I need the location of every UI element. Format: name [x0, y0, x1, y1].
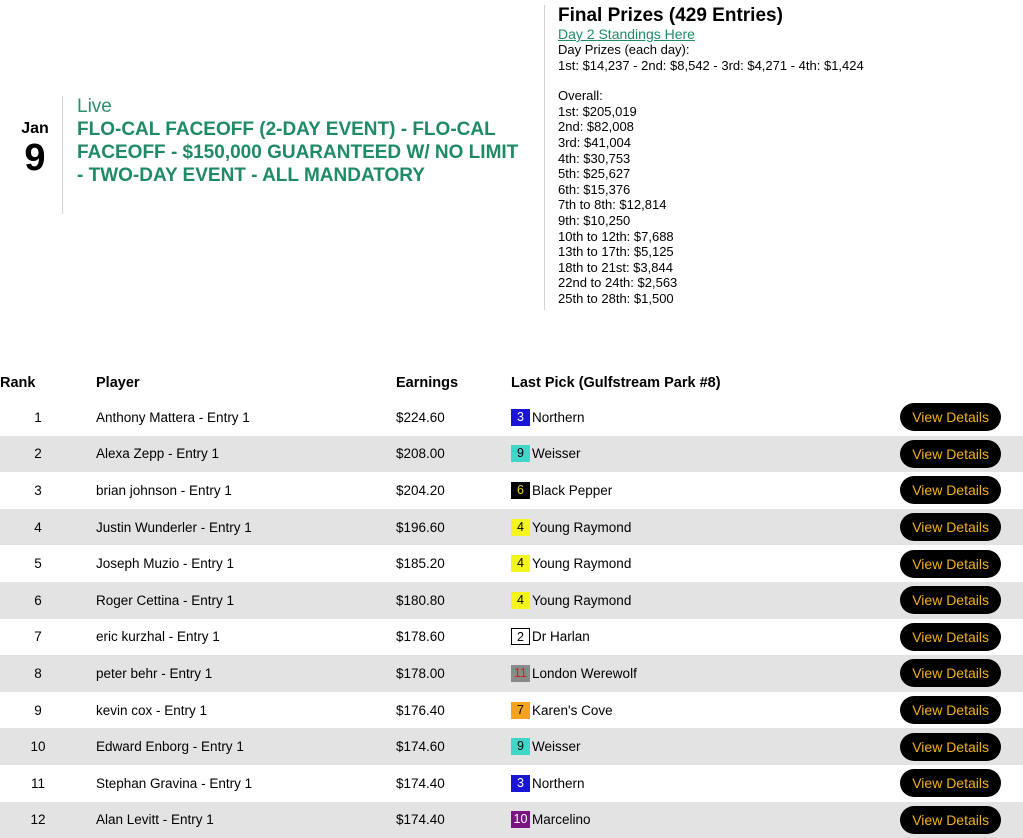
pick-name: Marcelino	[532, 812, 591, 828]
program-number-badge: 7	[511, 702, 530, 719]
last-pick-cell	[511, 399, 891, 436]
rank-cell: 9	[34, 702, 42, 718]
standings-table	[0, 367, 1023, 838]
program-number-badge: 10	[511, 811, 530, 828]
event-info	[62, 96, 527, 214]
pick-name: Black Pepper	[532, 482, 613, 498]
player-cell: Alexa Zepp - Entry 1	[96, 446, 220, 462]
pick-name: Northern	[532, 409, 585, 425]
earnings-cell: $174.40	[396, 812, 445, 828]
event-month: Jan	[21, 120, 49, 137]
header-actions	[891, 367, 1023, 399]
overall-prize-line: 1st: $205,019	[558, 103, 637, 119]
rank-cell: 3	[34, 482, 42, 498]
actions-cell	[891, 436, 1023, 473]
earnings-cell: $208.00	[396, 446, 445, 462]
table-row	[0, 802, 1023, 838]
table-row	[0, 472, 1023, 509]
overall-label: Overall:	[558, 88, 603, 104]
actions-cell	[891, 509, 1023, 546]
overall-prizes-list	[558, 104, 1014, 307]
last-pick-cell	[511, 472, 891, 509]
day-prizes: 1st: $14,237 - 2nd: $8,542 - 3rd: $4,271 - 4th: $1,424	[558, 57, 864, 73]
event-day: 9	[24, 137, 46, 179]
table-row	[0, 436, 1023, 473]
rank-cell: 4	[34, 519, 42, 535]
table-row	[0, 655, 1023, 692]
pick-name: Weisser	[532, 739, 581, 755]
program-number-badge: 4	[511, 592, 530, 609]
overall-prize-line: 9th: $10,250	[558, 212, 631, 228]
table-row	[0, 692, 1023, 729]
earnings-cell: $204.20	[396, 482, 445, 498]
actions-cell	[891, 765, 1023, 802]
pick-name: London Werewolf	[532, 665, 637, 681]
overall-prize-line: 3rd: $41,004	[558, 134, 632, 150]
actions-cell	[891, 619, 1023, 656]
last-pick-cell	[511, 619, 891, 656]
prizes-title: Final Prizes (429 Entries)	[558, 5, 783, 26]
actions-cell	[891, 472, 1023, 509]
player-cell: Joseph Muzio - Entry 1	[96, 556, 235, 572]
prizes-spacer	[558, 73, 1014, 88]
table-row	[0, 582, 1023, 619]
header-earnings: Earnings	[396, 375, 459, 391]
earnings-cell: $174.40	[396, 775, 445, 791]
player-cell: Stephan Gravina - Entry 1	[96, 775, 253, 791]
overall-prize-line: 4th: $30,753	[558, 150, 631, 166]
view-details-button[interactable]: View Details	[900, 550, 1001, 578]
view-details-button[interactable]: View Details	[900, 696, 1001, 724]
overall-prize-line: 10th to 12th: $7,688	[558, 228, 674, 244]
table-row	[0, 545, 1023, 582]
view-details-button[interactable]: View Details	[900, 586, 1001, 614]
pick-name: Dr Harlan	[532, 629, 590, 645]
overall-prize-line: 25th to 28th: $1,500	[558, 290, 674, 306]
pick-name: Young Raymond	[532, 519, 632, 535]
overall-prize-line: 18th to 21st: $3,844	[558, 259, 673, 275]
table-row	[0, 765, 1023, 802]
view-details-button[interactable]: View Details	[900, 623, 1001, 651]
view-details-button[interactable]: View Details	[900, 806, 1001, 834]
table-row	[0, 399, 1023, 436]
overall-prize-line: 13th to 17th: $5,125	[558, 244, 674, 260]
overall-prize-line: 7th to 8th: $12,814	[558, 197, 667, 213]
player-cell: Justin Wunderler - Entry 1	[96, 519, 252, 535]
program-number-badge: 3	[511, 409, 530, 426]
program-number-badge: 3	[511, 775, 530, 792]
table-row	[0, 509, 1023, 546]
last-pick-cell	[511, 692, 891, 729]
earnings-cell: $178.00	[396, 665, 445, 681]
earnings-cell: $185.20	[396, 556, 445, 572]
last-pick-cell	[511, 802, 891, 838]
last-pick-cell	[511, 436, 891, 473]
view-details-button[interactable]: View Details	[900, 476, 1001, 504]
overall-prize-line: 22nd to 24th: $2,563	[558, 275, 678, 291]
last-pick-cell	[511, 765, 891, 802]
program-number-badge: 4	[511, 555, 530, 572]
event-date	[14, 120, 56, 178]
rank-cell: 6	[34, 592, 42, 608]
earnings-cell: $174.60	[396, 739, 445, 755]
rank-cell: 7	[34, 629, 42, 645]
player-cell: Edward Enborg - Entry 1	[96, 739, 244, 755]
actions-cell	[891, 728, 1023, 765]
last-pick-cell	[511, 509, 891, 546]
overall-prize-line: 6th: $15,376	[558, 181, 631, 197]
rank-cell: 12	[30, 812, 46, 828]
player-cell: brian johnson - Entry 1	[96, 482, 232, 498]
header-player: Player	[96, 375, 140, 391]
pick-name: Northern	[532, 775, 585, 791]
earnings-cell: $180.80	[396, 592, 445, 608]
pick-name: Young Raymond	[532, 556, 632, 572]
view-details-button[interactable]: View Details	[900, 733, 1001, 761]
pick-name: Young Raymond	[532, 592, 632, 608]
overall-prize-line: 2nd: $82,008	[558, 119, 634, 135]
prizes-panel	[544, 5, 1014, 310]
table-row	[0, 728, 1023, 765]
last-pick-cell	[511, 545, 891, 582]
player-cell: kevin cox - Entry 1	[96, 702, 208, 718]
program-number-badge: 2	[511, 628, 530, 645]
player-cell: Anthony Mattera - Entry 1	[96, 409, 250, 425]
event-status: Live	[77, 96, 112, 117]
earnings-cell: $196.60	[396, 519, 445, 535]
view-details-button[interactable]: View Details	[900, 769, 1001, 797]
table-row	[0, 619, 1023, 656]
rank-cell: 5	[34, 556, 42, 572]
program-number-badge: 4	[511, 519, 530, 536]
actions-cell	[891, 582, 1023, 619]
player-cell: eric kurzhal - Entry 1	[96, 629, 220, 645]
earnings-cell: $224.60	[396, 409, 445, 425]
actions-cell	[891, 545, 1023, 582]
table-header-row	[0, 367, 1023, 399]
header-rank: Rank	[0, 375, 36, 391]
header-last-pick: Last Pick (Gulfstream Park #8)	[511, 375, 721, 391]
program-number-badge: 11	[511, 665, 530, 682]
rank-cell: 11	[30, 775, 45, 791]
view-details-button[interactable]: View Details	[900, 440, 1001, 468]
view-details-button[interactable]: View Details	[900, 659, 1001, 687]
overall-prize-line: 5th: $25,627	[558, 166, 631, 182]
rank-cell: 10	[30, 739, 46, 755]
day2-standings-link[interactable]: Day 2 Standings Here	[558, 26, 695, 42]
day-prizes-label: Day Prizes (each day):	[558, 42, 690, 57]
program-number-badge: 9	[511, 738, 530, 755]
view-details-button[interactable]: View Details	[900, 513, 1001, 541]
actions-cell	[891, 655, 1023, 692]
program-number-badge: 9	[511, 445, 530, 462]
earnings-cell: $178.60	[396, 629, 445, 645]
player-cell: Roger Cettina - Entry 1	[96, 592, 235, 608]
actions-cell	[891, 692, 1023, 729]
rank-cell: 8	[34, 665, 42, 681]
rank-cell: 1	[34, 409, 42, 425]
event-title: FLO-CAL FACEOFF (2-DAY EVENT) - FLO-CAL FACEOFF - $150,000 GUARANTEED W/ NO LIMIT - TWO-DAY EVENT - ALL MANDATORY	[77, 119, 519, 186]
rank-cell: 2	[34, 446, 42, 462]
player-cell: peter behr - Entry 1	[96, 665, 213, 681]
last-pick-cell	[511, 728, 891, 765]
program-number-badge: 6	[511, 482, 530, 499]
player-cell: Alan Levitt - Entry 1	[96, 812, 214, 828]
earnings-cell: $176.40	[396, 702, 445, 718]
actions-cell	[891, 399, 1023, 436]
last-pick-cell	[511, 582, 891, 619]
view-details-button[interactable]: View Details	[900, 403, 1001, 431]
pick-name: Weisser	[532, 446, 581, 462]
last-pick-cell	[511, 655, 891, 692]
actions-cell	[891, 802, 1023, 838]
pick-name: Karen's Cove	[532, 702, 613, 718]
